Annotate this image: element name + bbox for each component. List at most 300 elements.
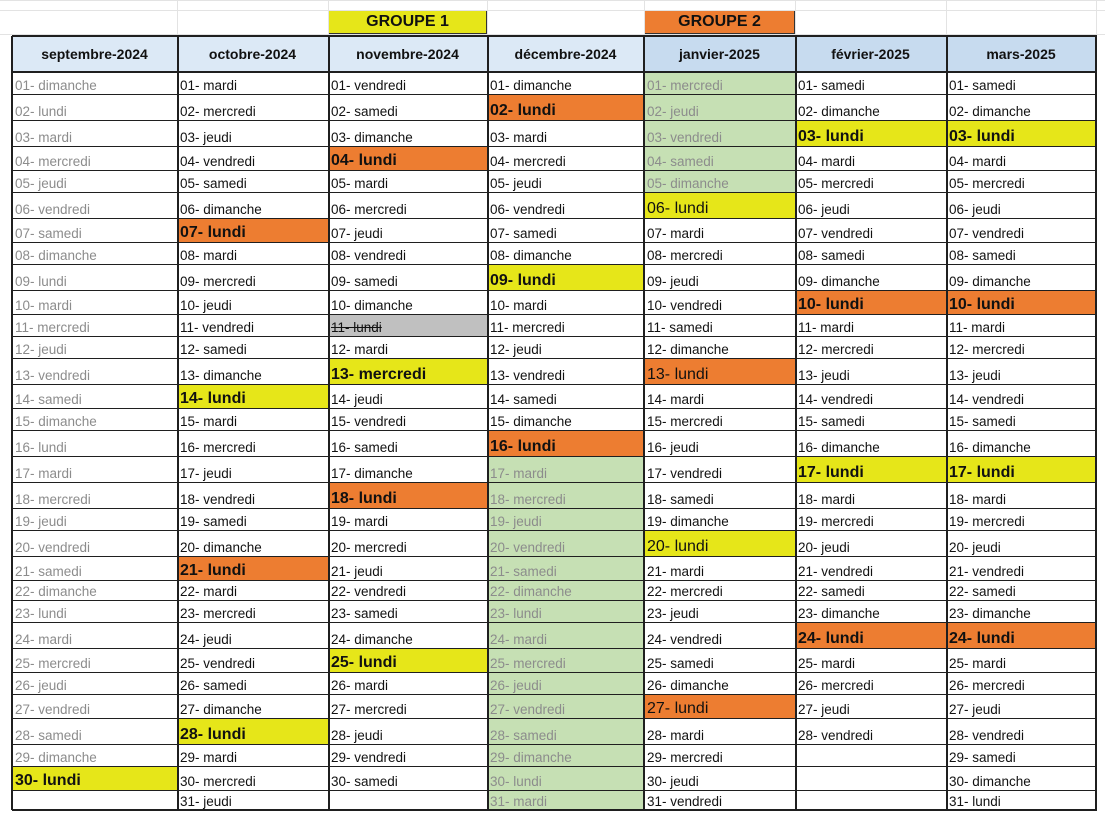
day-cell[interactable]: [644, 384, 795, 408]
day-cell[interactable]: [795, 218, 946, 242]
day-cell[interactable]: [328, 384, 487, 408]
day-cell[interactable]: [795, 648, 946, 672]
day-cell[interactable]: [644, 218, 795, 242]
month-header[interactable]: janvier-2025: [644, 36, 795, 72]
day-cell[interactable]: [12, 482, 177, 508]
row-border: [12, 35, 1097, 37]
day-cell[interactable]: [946, 192, 1096, 218]
day-cell[interactable]: [946, 556, 1096, 580]
day-label: 05- jeudi: [15, 176, 67, 191]
day-label: 06- jeudi: [798, 202, 850, 217]
day-label: 17- mardi: [490, 466, 548, 481]
month-header[interactable]: octobre-2024: [177, 36, 328, 72]
day-cell[interactable]: [946, 358, 1096, 384]
day-cell[interactable]: [795, 72, 946, 94]
day-cell[interactable]: [328, 718, 487, 744]
month-header[interactable]: novembre-2024: [328, 36, 487, 72]
day-cell[interactable]: [487, 456, 644, 482]
day-cell[interactable]: [328, 482, 487, 508]
day-cell[interactable]: [487, 336, 644, 358]
day-cell[interactable]: [795, 242, 946, 264]
row-border: [12, 790, 1097, 791]
day-cell[interactable]: [644, 146, 795, 170]
day-label: 24- vendredi: [647, 632, 723, 647]
day-cell[interactable]: [644, 72, 795, 94]
day-cell[interactable]: [644, 482, 795, 508]
day-cell[interactable]: [487, 482, 644, 508]
day-cell[interactable]: [946, 694, 1096, 718]
day-label: 11- mercredi: [15, 320, 90, 335]
day-cell[interactable]: [487, 648, 644, 672]
day-cell[interactable]: [946, 72, 1096, 94]
day-cell[interactable]: [795, 600, 946, 622]
day-cell[interactable]: [328, 508, 487, 530]
day-label: 13- mercredi: [331, 366, 427, 383]
day-cell[interactable]: [487, 72, 644, 94]
day-cell[interactable]: [487, 290, 644, 314]
day-cell[interactable]: [12, 766, 177, 790]
day-cell[interactable]: [644, 718, 795, 744]
day-cell[interactable]: [328, 556, 487, 580]
day-cell[interactable]: [644, 766, 795, 790]
day-label: 26- dimanche: [647, 678, 729, 693]
day-cell[interactable]: [12, 456, 177, 482]
day-cell[interactable]: [12, 600, 177, 622]
day-cell[interactable]: [946, 408, 1096, 430]
day-cell[interactable]: [177, 672, 328, 694]
day-label: 16- lundi: [490, 438, 556, 455]
day-label: 12- jeudi: [15, 342, 67, 357]
day-label: 16- dimanche: [949, 440, 1031, 455]
day-label: 28- mardi: [647, 728, 705, 743]
day-cell[interactable]: [177, 192, 328, 218]
day-label: 08- dimanche: [490, 248, 572, 263]
day-cell[interactable]: [644, 600, 795, 622]
day-cell[interactable]: [177, 744, 328, 766]
day-label: 04- mercredi: [15, 154, 91, 169]
day-label: 16- mercredi: [180, 440, 256, 455]
day-cell[interactable]: [177, 580, 328, 600]
day-cell[interactable]: [795, 556, 946, 580]
day-label: 26- mercredi: [949, 678, 1025, 693]
day-cell[interactable]: [12, 358, 177, 384]
day-cell[interactable]: [12, 508, 177, 530]
day-cell[interactable]: [946, 648, 1096, 672]
day-cell[interactable]: [644, 744, 795, 766]
day-cell[interactable]: [177, 72, 328, 94]
day-cell[interactable]: [946, 384, 1096, 408]
day-cell[interactable]: [644, 358, 795, 384]
day-cell[interactable]: [487, 408, 644, 430]
day-cell[interactable]: [12, 648, 177, 672]
day-cell[interactable]: [177, 358, 328, 384]
day-label: 22- mardi: [180, 584, 238, 599]
day-cell[interactable]: [177, 482, 328, 508]
month-header[interactable]: mars-2025: [946, 36, 1096, 72]
row-border: [12, 622, 1097, 623]
day-cell[interactable]: [795, 120, 946, 146]
day-cell[interactable]: [946, 94, 1096, 120]
day-cell[interactable]: [12, 94, 177, 120]
day-cell[interactable]: [487, 508, 644, 530]
day-cell[interactable]: [946, 314, 1096, 336]
day-cell[interactable]: [328, 408, 487, 430]
day-cell[interactable]: [487, 718, 644, 744]
day-label: 08- samedi: [949, 248, 1016, 263]
day-cell[interactable]: [946, 622, 1096, 648]
day-cell[interactable]: [795, 94, 946, 120]
day-label: 01- mercredi: [647, 78, 723, 93]
day-label: 17- jeudi: [180, 466, 232, 481]
day-cell[interactable]: [487, 384, 644, 408]
day-label: 26- jeudi: [490, 678, 542, 693]
day-cell[interactable]: [487, 120, 644, 146]
day-label: 08- samedi: [798, 248, 865, 263]
row-border: [12, 120, 1097, 121]
day-cell[interactable]: [644, 120, 795, 146]
day-cell[interactable]: [177, 146, 328, 170]
day-cell[interactable]: [487, 744, 644, 766]
day-cell[interactable]: [795, 430, 946, 456]
day-cell[interactable]: [328, 530, 487, 556]
day-cell[interactable]: [12, 718, 177, 744]
day-cell[interactable]: [487, 264, 644, 290]
day-cell[interactable]: [946, 456, 1096, 482]
day-cell[interactable]: [328, 430, 487, 456]
day-cell[interactable]: [795, 264, 946, 290]
day-cell[interactable]: [177, 622, 328, 648]
day-cell[interactable]: [328, 290, 487, 314]
day-cell[interactable]: [946, 146, 1096, 170]
day-cell[interactable]: [795, 718, 946, 744]
day-cell[interactable]: [946, 766, 1096, 790]
day-cell[interactable]: [177, 694, 328, 718]
day-cell[interactable]: [644, 314, 795, 336]
day-cell[interactable]: [795, 672, 946, 694]
day-cell[interactable]: [795, 290, 946, 314]
day-cell[interactable]: [795, 456, 946, 482]
day-label: 16- lundi: [15, 440, 67, 455]
day-cell[interactable]: [644, 408, 795, 430]
day-cell[interactable]: [328, 72, 487, 94]
day-cell[interactable]: [487, 672, 644, 694]
day-cell[interactable]: [946, 790, 1096, 810]
day-label: 14- vendredi: [798, 392, 874, 407]
day-cell[interactable]: [177, 314, 328, 336]
day-cell[interactable]: [644, 556, 795, 580]
day-label: 10- dimanche: [331, 298, 413, 313]
day-cell[interactable]: [795, 694, 946, 718]
day-cell[interactable]: [177, 94, 328, 120]
day-cell[interactable]: [946, 482, 1096, 508]
day-cell[interactable]: [177, 556, 328, 580]
day-label: 11- lundi: [331, 320, 382, 335]
day-label: 17- vendredi: [647, 466, 723, 481]
day-cell[interactable]: [795, 314, 946, 336]
day-cell[interactable]: [12, 72, 177, 94]
day-cell[interactable]: [12, 314, 177, 336]
day-cell[interactable]: [177, 120, 328, 146]
day-cell[interactable]: [328, 192, 487, 218]
day-label: 22- samedi: [949, 584, 1016, 599]
day-label: 13- vendredi: [15, 368, 91, 383]
day-cell[interactable]: [328, 622, 487, 648]
day-cell[interactable]: [12, 694, 177, 718]
day-cell[interactable]: [328, 336, 487, 358]
day-cell[interactable]: [177, 648, 328, 672]
day-cell[interactable]: [328, 456, 487, 482]
day-cell[interactable]: [328, 94, 487, 120]
day-cell[interactable]: [328, 218, 487, 242]
day-cell[interactable]: [177, 790, 328, 810]
day-cell[interactable]: [946, 600, 1096, 622]
day-cell[interactable]: [12, 744, 177, 766]
day-cell[interactable]: [328, 744, 487, 766]
day-label: 25- mercredi: [15, 656, 91, 671]
day-cell[interactable]: [177, 290, 328, 314]
day-cell[interactable]: [946, 218, 1096, 242]
day-label: 28- lundi: [180, 726, 246, 743]
day-label: 24- lundi: [949, 630, 1015, 647]
day-cell[interactable]: [644, 242, 795, 264]
day-cell[interactable]: [946, 336, 1096, 358]
day-cell[interactable]: [12, 580, 177, 600]
day-cell[interactable]: [487, 314, 644, 336]
day-label: 09- jeudi: [647, 274, 699, 289]
day-cell[interactable]: [644, 192, 795, 218]
day-cell[interactable]: [795, 530, 946, 556]
day-cell[interactable]: [12, 146, 177, 170]
day-label: 18- vendredi: [180, 492, 256, 507]
day-label: 04- mercredi: [490, 154, 566, 169]
day-cell[interactable]: [795, 384, 946, 408]
day-cell[interactable]: [177, 600, 328, 622]
day-cell[interactable]: [487, 600, 644, 622]
day-label: 02- jeudi: [647, 104, 699, 119]
day-label: 08- dimanche: [15, 248, 97, 263]
day-cell[interactable]: [795, 482, 946, 508]
day-cell[interactable]: [644, 672, 795, 694]
row-border: [12, 170, 1097, 171]
day-cell[interactable]: [946, 718, 1096, 744]
day-cell[interactable]: [644, 336, 795, 358]
day-cell[interactable]: [328, 648, 487, 672]
day-cell[interactable]: [12, 530, 177, 556]
day-cell[interactable]: [644, 170, 795, 192]
day-label: 05- mercredi: [798, 176, 874, 191]
day-cell[interactable]: [644, 790, 795, 810]
day-cell[interactable]: [328, 358, 487, 384]
day-label: 19- mercredi: [798, 514, 874, 529]
day-cell[interactable]: [644, 530, 795, 556]
day-label: 23- dimanche: [798, 606, 880, 621]
day-cell[interactable]: [644, 508, 795, 530]
day-label: 14- vendredi: [949, 392, 1025, 407]
day-label: 09- samedi: [331, 274, 398, 289]
day-cell[interactable]: [487, 170, 644, 192]
day-cell[interactable]: [644, 456, 795, 482]
day-cell[interactable]: [644, 622, 795, 648]
month-header[interactable]: décembre-2024: [487, 36, 644, 72]
day-cell[interactable]: [795, 170, 946, 192]
day-cell[interactable]: [12, 408, 177, 430]
group-2-label[interactable]: GROUPE 2: [644, 10, 795, 34]
day-cell[interactable]: [328, 120, 487, 146]
day-cell[interactable]: [487, 192, 644, 218]
day-cell[interactable]: [487, 790, 644, 810]
day-cell[interactable]: [795, 192, 946, 218]
day-cell[interactable]: [487, 622, 644, 648]
day-label: 29- mardi: [180, 750, 238, 765]
day-label: 24- mardi: [15, 632, 73, 647]
row-border: [12, 242, 1097, 243]
day-cell[interactable]: [328, 242, 487, 264]
day-cell[interactable]: [328, 170, 487, 192]
day-cell[interactable]: [644, 430, 795, 456]
day-cell[interactable]: [795, 336, 946, 358]
day-label: 04- mardi: [798, 154, 856, 169]
day-cell[interactable]: [487, 766, 644, 790]
day-label: 02- lundi: [490, 102, 556, 119]
day-cell[interactable]: [12, 170, 177, 192]
day-cell[interactable]: [795, 408, 946, 430]
day-cell[interactable]: [177, 384, 328, 408]
day-cell[interactable]: [487, 242, 644, 264]
day-cell[interactable]: [328, 264, 487, 290]
day-cell[interactable]: [795, 622, 946, 648]
day-cell[interactable]: [487, 94, 644, 120]
day-label: 22- dimanche: [15, 584, 97, 599]
day-cell[interactable]: [12, 218, 177, 242]
day-cell[interactable]: [487, 556, 644, 580]
day-cell[interactable]: [644, 290, 795, 314]
day-cell[interactable]: [12, 290, 177, 314]
day-label: 30- jeudi: [647, 774, 699, 789]
day-cell[interactable]: [177, 766, 328, 790]
day-cell[interactable]: [177, 508, 328, 530]
gridline: [1096, 0, 1097, 36]
day-cell[interactable]: [795, 358, 946, 384]
day-cell[interactable]: [12, 556, 177, 580]
day-label: 18- mardi: [949, 492, 1007, 507]
day-label: 20- vendredi: [490, 540, 566, 555]
day-cell[interactable]: [177, 430, 328, 456]
day-cell[interactable]: [12, 192, 177, 218]
row-border: [12, 809, 1097, 811]
day-cell[interactable]: [328, 600, 487, 622]
row-border: [12, 290, 1097, 291]
day-cell[interactable]: [487, 146, 644, 170]
day-cell[interactable]: [328, 146, 487, 170]
day-cell[interactable]: [644, 264, 795, 290]
day-cell[interactable]: [946, 170, 1096, 192]
row-border: [12, 600, 1097, 601]
day-label: 26- samedi: [180, 678, 247, 693]
day-cell[interactable]: [177, 456, 328, 482]
day-label: 23- lundi: [490, 606, 542, 621]
row-border: [12, 218, 1097, 219]
day-cell[interactable]: [12, 264, 177, 290]
day-cell[interactable]: [328, 672, 487, 694]
day-cell[interactable]: [946, 530, 1096, 556]
day-cell[interactable]: [177, 170, 328, 192]
day-label: 09- dimanche: [949, 274, 1031, 289]
day-cell[interactable]: [795, 580, 946, 600]
day-cell[interactable]: [328, 694, 487, 718]
day-label: 18- mercredi: [490, 492, 566, 507]
day-cell[interactable]: [177, 336, 328, 358]
day-label: 14- mardi: [647, 392, 705, 407]
day-cell[interactable]: [487, 694, 644, 718]
month-header[interactable]: février-2025: [795, 36, 946, 72]
day-cell[interactable]: [644, 580, 795, 600]
day-label: 01- vendredi: [331, 78, 407, 93]
day-label: 27- lundi: [647, 700, 709, 717]
day-cell[interactable]: [12, 242, 177, 264]
day-cell[interactable]: [487, 358, 644, 384]
day-cell[interactable]: [177, 408, 328, 430]
day-cell[interactable]: [946, 430, 1096, 456]
day-label: 07- samedi: [490, 226, 557, 241]
day-label: 30- mercredi: [180, 774, 256, 789]
day-cell[interactable]: [487, 580, 644, 600]
day-label: 02- dimanche: [798, 104, 880, 119]
day-cell[interactable]: [946, 264, 1096, 290]
day-cell[interactable]: [946, 290, 1096, 314]
gridline: [0, 0, 1105, 1]
day-cell[interactable]: [946, 242, 1096, 264]
day-label: 21- mardi: [647, 564, 705, 579]
day-cell[interactable]: [177, 242, 328, 264]
day-cell[interactable]: [946, 672, 1096, 694]
day-cell[interactable]: [795, 508, 946, 530]
month-header[interactable]: septembre-2024: [12, 36, 177, 72]
day-cell[interactable]: [644, 694, 795, 718]
day-cell[interactable]: [946, 508, 1096, 530]
day-label: 28- samedi: [15, 728, 82, 743]
group-1-label[interactable]: GROUPE 1: [328, 10, 487, 34]
day-label: 11- vendredi: [180, 320, 255, 335]
day-label: 24- dimanche: [331, 632, 413, 647]
day-label: 17- lundi: [798, 464, 864, 481]
day-cell[interactable]: [946, 744, 1096, 766]
day-cell[interactable]: [328, 580, 487, 600]
day-label: 18- lundi: [331, 490, 397, 507]
day-cell[interactable]: [12, 120, 177, 146]
day-cell[interactable]: [946, 120, 1096, 146]
day-cell[interactable]: [177, 264, 328, 290]
row-border: [12, 580, 1097, 581]
day-cell[interactable]: [946, 580, 1096, 600]
day-cell[interactable]: [644, 648, 795, 672]
day-cell[interactable]: [12, 384, 177, 408]
day-cell[interactable]: [328, 314, 487, 336]
day-cell[interactable]: [644, 94, 795, 120]
day-cell[interactable]: [12, 672, 177, 694]
day-cell[interactable]: [487, 218, 644, 242]
day-cell[interactable]: [12, 622, 177, 648]
day-cell[interactable]: [12, 430, 177, 456]
day-label: 28- jeudi: [331, 728, 383, 743]
day-cell[interactable]: [12, 336, 177, 358]
day-cell[interactable]: [177, 218, 328, 242]
day-cell[interactable]: [177, 718, 328, 744]
day-cell[interactable]: [328, 766, 487, 790]
day-cell[interactable]: [177, 530, 328, 556]
day-cell[interactable]: [487, 430, 644, 456]
day-cell[interactable]: [487, 530, 644, 556]
day-cell[interactable]: [795, 146, 946, 170]
